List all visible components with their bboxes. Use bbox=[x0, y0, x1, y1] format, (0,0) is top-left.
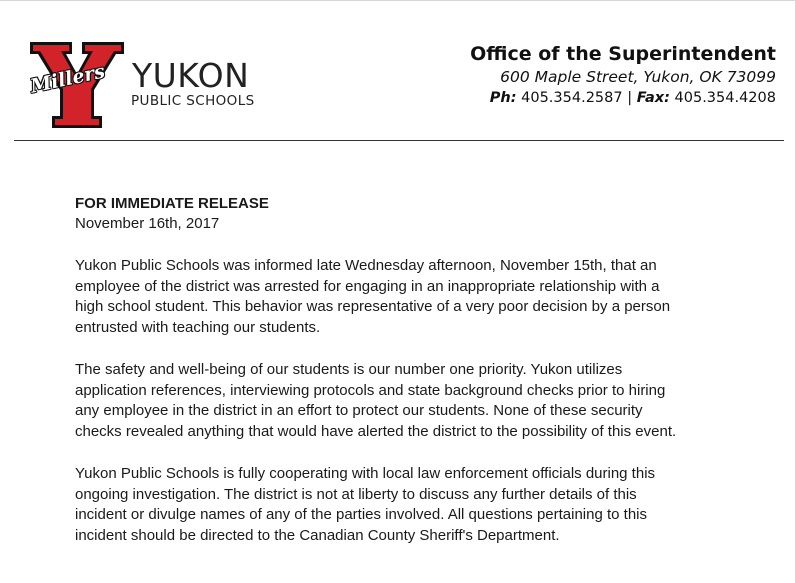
yukon-logo bbox=[28, 40, 268, 130]
logo-mascot-script: Millers bbox=[28, 60, 107, 98]
office-title: Office of the Superintendent bbox=[470, 43, 776, 65]
release-date: November 16th, 2017 bbox=[75, 215, 220, 232]
logo-subtitle: PUBLIC SCHOOLS bbox=[131, 93, 255, 109]
fax-label: Fax: bbox=[636, 90, 670, 106]
release-paragraph: Yukon Public Schools was informed late Wednesday afternoon, November 15th, that an employee of the district was arrested for engaging in an inappropriate relationship with a high school student. This behavior was representative of a very poor decision by a person entrusted with teaching our students. bbox=[75, 257, 671, 336]
release-paragraph: The safety and well-being of our students is our number one priority. Yukon utilizes application references, interviewing protocols and state background checks prior to hiring any employee in the district in an effort to protect our students. None of these security checks revealed anything that would have alerted the district to the possibility of this event. bbox=[75, 361, 677, 440]
office-contact-block bbox=[470, 42, 776, 108]
header-divider bbox=[14, 140, 784, 141]
press-release-body bbox=[75, 194, 775, 546]
phone-fax-separator: | bbox=[627, 90, 633, 106]
phone-number: 405.354.2587 bbox=[521, 90, 623, 106]
release-paragraph: Yukon Public Schools is fully cooperating with local law enforcement officials during this ongoing investigation. The district is not at liberty to discuss any further details of this incident or divulge names of any of the parties involved. All questions pertaining to this incident should be directed to the Canadian County Sheriff's Department. bbox=[75, 465, 656, 544]
logo-district-name: YUKON bbox=[132, 56, 250, 95]
office-address: 600 Maple Street, Yukon, OK 73099 bbox=[500, 68, 776, 86]
release-heading: FOR IMMEDIATE RELEASE bbox=[75, 195, 269, 212]
phone-label: Ph: bbox=[489, 90, 517, 106]
office-phone-fax bbox=[470, 88, 776, 108]
fax-number: 405.354.4208 bbox=[674, 90, 776, 106]
page-top-border bbox=[0, 0, 796, 1]
